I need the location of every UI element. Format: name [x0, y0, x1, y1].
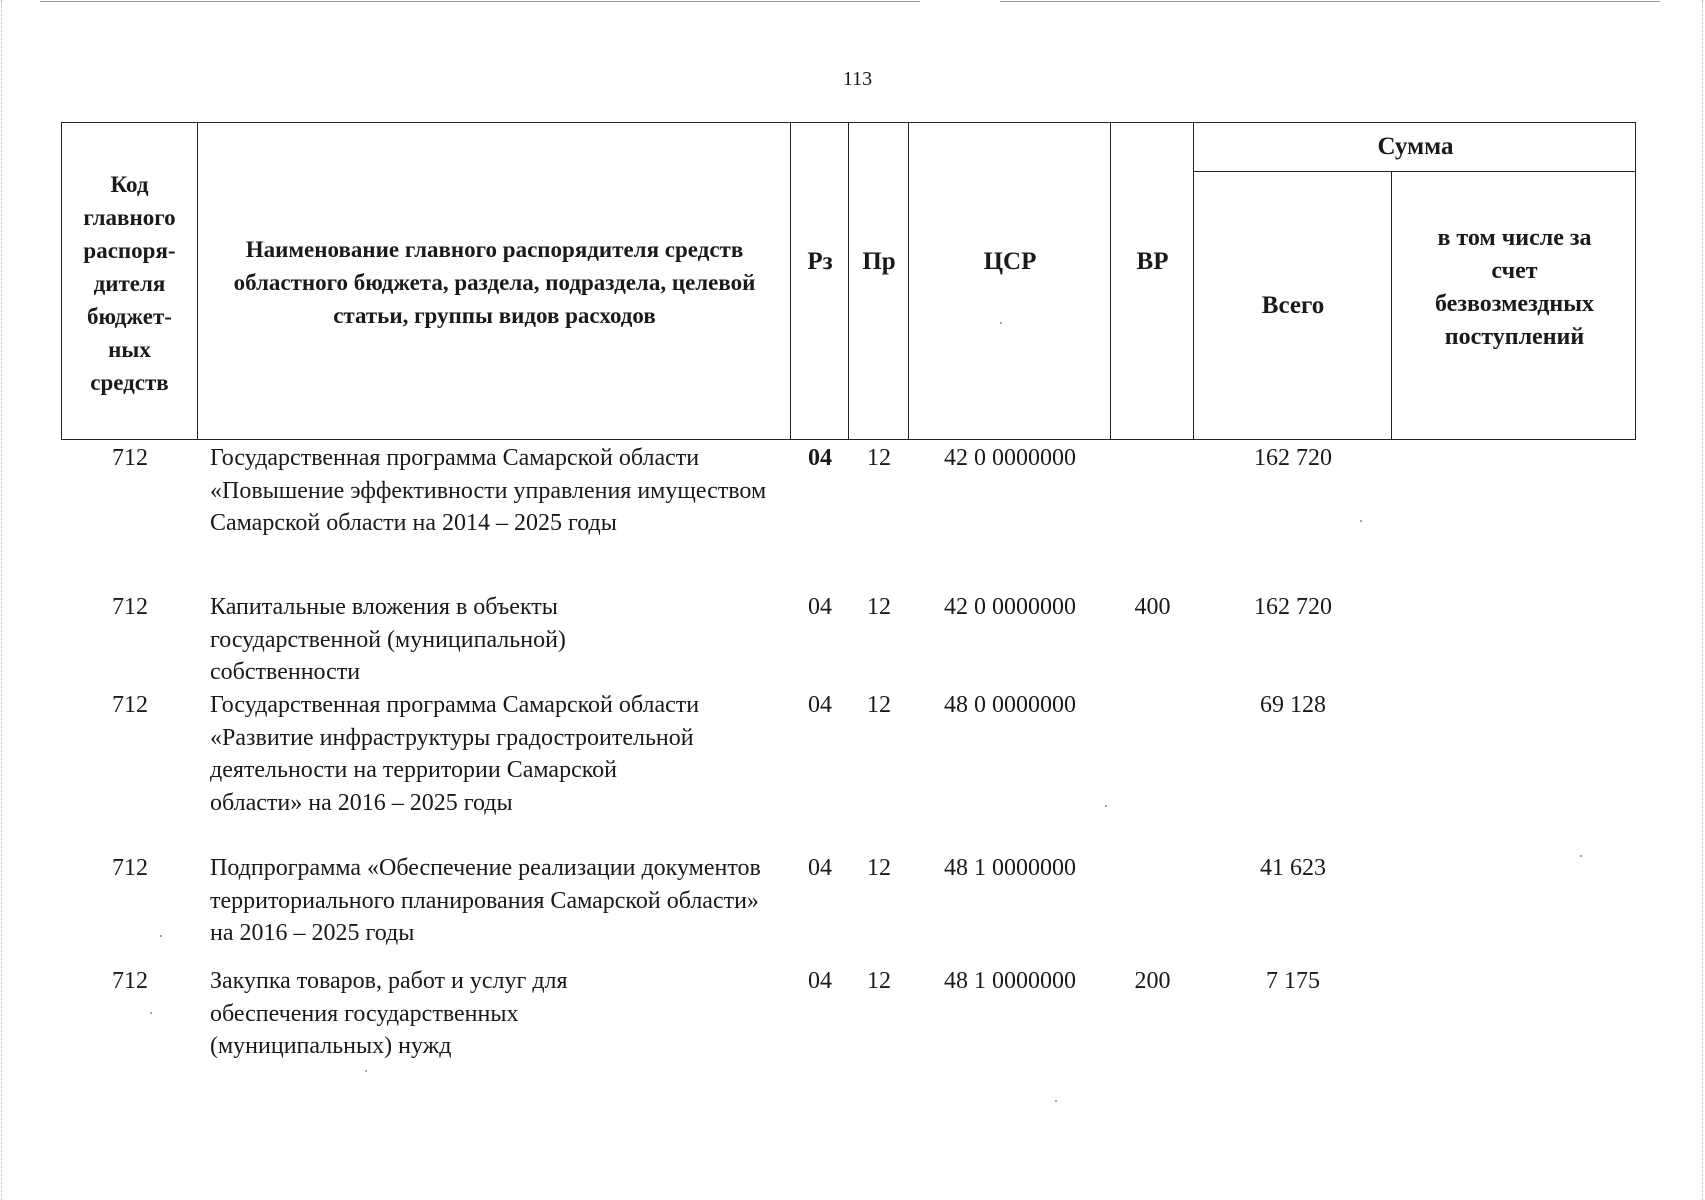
row-3-total: 69 128: [1260, 692, 1326, 718]
row-2-csr: 42 0 0000000: [944, 594, 1076, 620]
header-pr: [850, 122, 908, 440]
scan-speck: [150, 1012, 152, 1014]
row-2-total: 162 720: [1254, 594, 1332, 620]
row-2-code: 712: [112, 594, 148, 620]
header-divider: [1193, 122, 1194, 440]
header-vsego-text: Всего: [1261, 292, 1325, 319]
scan-speck: [365, 1070, 367, 1072]
header-incl-text: в том числе за счет безвозмездных поступлений: [1435, 225, 1594, 350]
header-pr-text: Пр: [862, 247, 896, 275]
row-2-vr: 400: [1134, 594, 1171, 620]
header-divider: [848, 122, 849, 440]
header-vr-text: ВР: [1136, 247, 1169, 275]
scan-speck: [1105, 805, 1107, 807]
header-divider: [1110, 122, 1111, 440]
row-5-name: Закупка товаров, работ и услуг для обеспечения государственных (муниципальных) нужд: [210, 968, 568, 1059]
header-divider: [790, 122, 791, 440]
row-5-code: 712: [112, 968, 148, 994]
scan-edge-top-right: [1000, 1, 1660, 2]
scan-speck: [1000, 322, 1002, 324]
row-1-name: Государственная программа Самарской области «Повышение эффективности управления имуществом Самарской области на 2014 – 2025 годы: [210, 445, 767, 536]
row-3-rz: 04: [808, 692, 832, 718]
header-csr-text: ЦСР: [983, 247, 1037, 275]
row-1-rz: 04: [808, 445, 832, 471]
header-summa-text: Сумма: [1377, 133, 1454, 160]
header-vr: [1112, 122, 1193, 440]
row-4-name: Подпрограмма «Обеспечение реализации документов территориального планирования Самарской области» на 2016 – 2025 годы: [210, 855, 761, 946]
scan-edge-top-left: [40, 1, 920, 2]
scan-speck: [160, 935, 162, 937]
scan-edge-right: [1702, 0, 1703, 1200]
row-4-total: 41 623: [1260, 855, 1326, 881]
row-2-rz: 04: [808, 594, 832, 620]
header-rz-text: Рз: [807, 247, 833, 275]
row-3-csr: 48 0 0000000: [944, 692, 1076, 718]
row-3-pr: 12: [867, 692, 891, 718]
header-divider: [197, 122, 198, 440]
header-divider: [1391, 171, 1392, 440]
row-1-code: 712: [112, 445, 148, 471]
row-3-name: Государственная программа Самарской области «Развитие инфраструктуры градостроительной деятельности на территории Самарской области» на 2016 – 2025 годы: [210, 692, 700, 816]
row-5-vr: 200: [1134, 968, 1171, 994]
row-4-pr: 12: [867, 855, 891, 881]
row-5-csr: 48 1 0000000: [944, 968, 1076, 994]
row-4-rz: 04: [808, 855, 832, 881]
header-name: [212, 215, 777, 350]
scan-speck: [1055, 1100, 1057, 1102]
scan-speck: [1580, 855, 1582, 857]
row-2-name: Капитальные вложения в объекты государственной (муниципальной) собственности: [210, 594, 566, 685]
row-2-pr: 12: [867, 594, 891, 620]
row-4-code: 712: [112, 855, 148, 881]
scan-speck: [1360, 520, 1362, 522]
row-4-csr: 48 1 0000000: [944, 855, 1076, 881]
header-rz: [792, 122, 848, 440]
row-1-csr: 42 0 0000000: [944, 445, 1076, 471]
row-3-code: 712: [112, 692, 148, 718]
header-summa: [1195, 122, 1636, 171]
header-vsego: [1195, 171, 1391, 440]
header-code-text: Код главного распоря-дителя бюджет-ных средств: [83, 171, 176, 395]
header-name-text: Наименование главного распорядителя средств областного бюджета, раздела, подраздела, целевой статьи, группы видов расходов: [233, 237, 756, 328]
header-csr: [910, 122, 1110, 440]
row-5-rz: 04: [808, 968, 832, 994]
row-1-total: 162 720: [1254, 445, 1332, 471]
header-code: [63, 166, 196, 400]
row-5-total: 7 175: [1266, 968, 1320, 994]
page-number: 113: [842, 68, 873, 90]
header-incl: [1393, 171, 1636, 405]
row-5-pr: 12: [867, 968, 891, 994]
header-divider: [908, 122, 909, 440]
scan-edge-left: [1, 0, 2, 1200]
row-1-pr: 12: [867, 445, 891, 471]
